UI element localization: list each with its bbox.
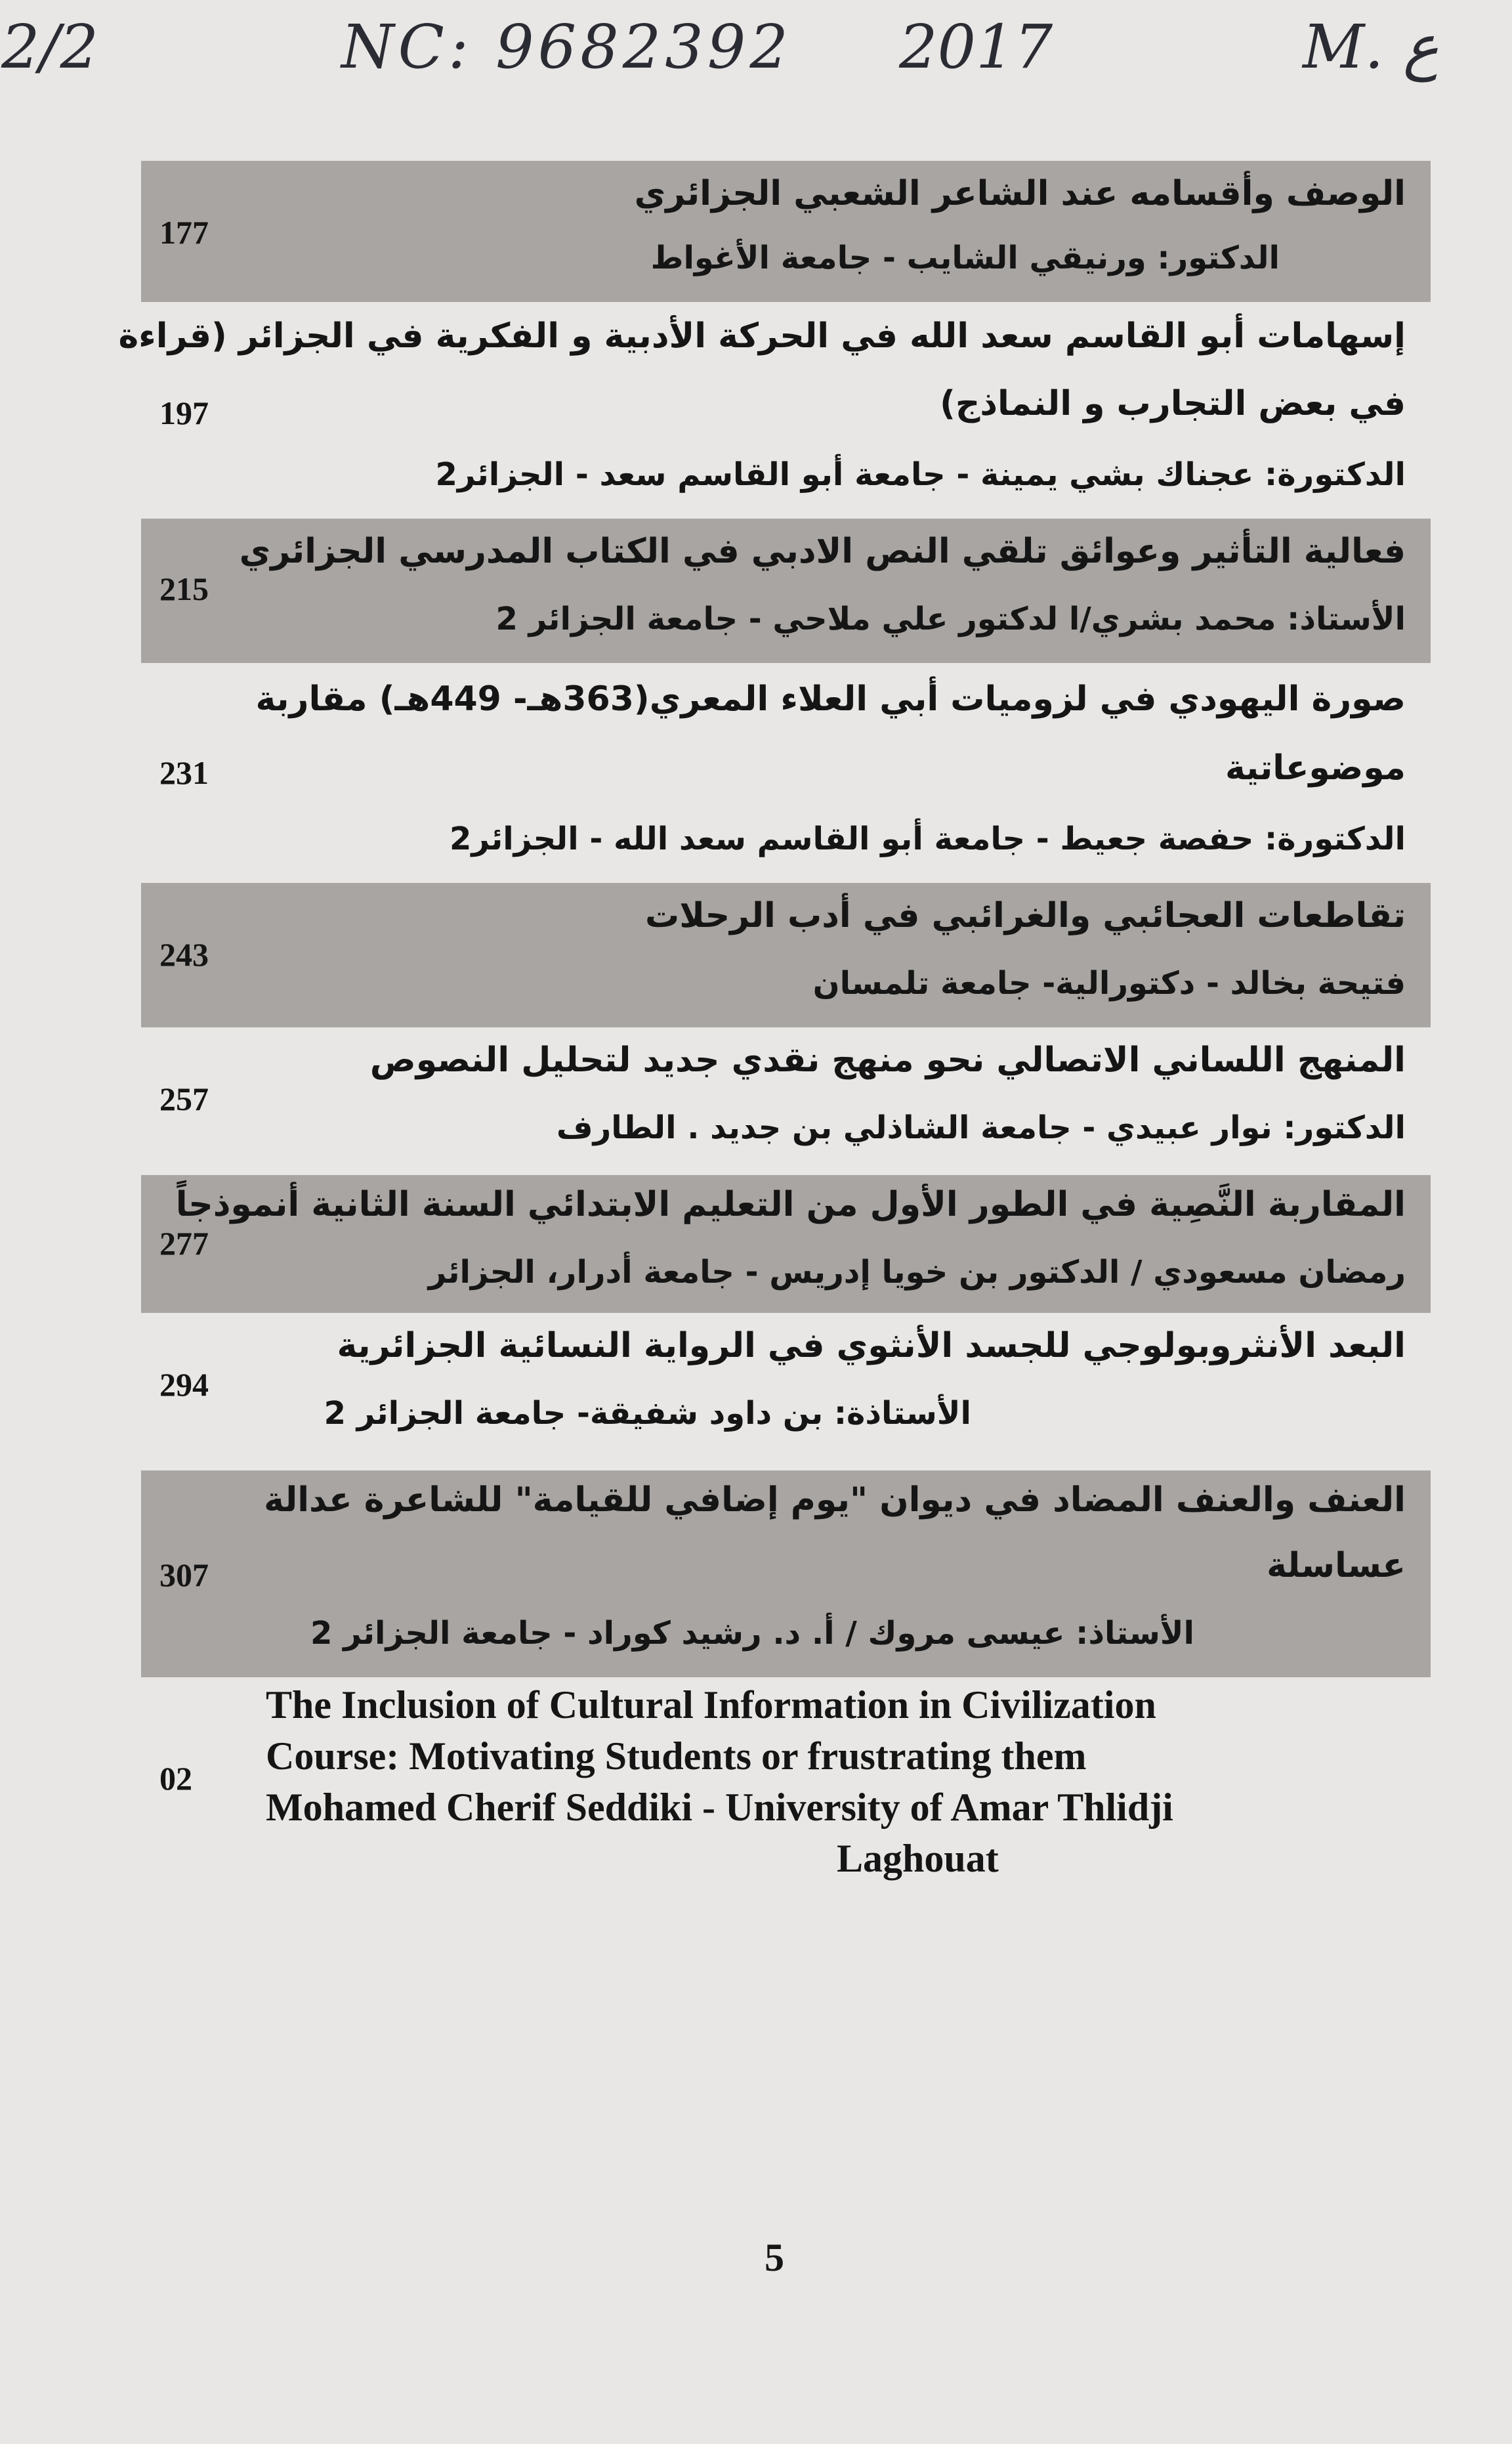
handwritten-initials: M. ع — [1303, 12, 1439, 82]
toc-author: الأستاذة: بن داود شفيقة- جامعة الجزائر 2 — [324, 1395, 971, 1432]
toc-title: Course: Motivating Students or frustrating them — [266, 1734, 1087, 1778]
toc-entry-english — [141, 1677, 1431, 1894]
toc-author: الأستاذ: محمد بشري/ا لدكتور علي ملاحي - جامعة الجزائر 2 — [495, 601, 1406, 637]
toc-entry — [141, 663, 1431, 883]
toc-author: الدكتور: نوار عبيدي - جامعة الشاذلي بن جديد . الطارف — [556, 1109, 1406, 1146]
toc-author: Mohamed Cherif Seddiki - University of Amar Thlidji — [266, 1786, 1173, 1829]
toc-entry — [141, 883, 1431, 1027]
toc-entry — [141, 1027, 1431, 1175]
toc-author: Laghouat — [837, 1837, 999, 1880]
toc-author: الدكتورة: حفصة جعيط - جامعة أبو القاسم سعد الله - الجزائر2 — [449, 821, 1406, 857]
toc-entry — [141, 1313, 1431, 1470]
toc-page-number: 257 — [159, 1081, 209, 1117]
toc-page-number: 277 — [159, 1225, 209, 1262]
toc-entry — [141, 1470, 1431, 1677]
toc-title: فعالية التأثير وعوائق تلقي النص الادبي في الكتاب المدرسي الجزائري — [239, 532, 1406, 571]
toc-author: الأستاذ: عيسى مروك / أ. د. رشيد كوراد - جامعة الجزائر 2 — [310, 1615, 1194, 1652]
toc-title: تقاطعات العجائبي والغرائبي في أدب الرحلات — [644, 896, 1406, 935]
handwritten-reference: NC: 9682392 — [341, 12, 792, 82]
toc-title: المنهج اللساني الاتصالي نحو منهج نقدي جديد لتحليل النصوص — [369, 1040, 1406, 1080]
toc-title: صورة اليهودي في لزوميات أبي العلاء المعري(363هـ- 449هـ) مقاربة — [255, 679, 1406, 719]
toc-page-number: 215 — [159, 570, 209, 607]
toc-entry — [141, 1175, 1431, 1313]
toc-entry — [141, 161, 1431, 302]
page-number: 5 — [765, 2236, 784, 2279]
toc-page-number: 02 — [159, 1760, 192, 1797]
toc-title: المقاربة النَّصِية في الطور الأول من التعليم الابتدائي السنة الثانية أنموذجاً — [175, 1185, 1406, 1224]
toc-page-number: 197 — [159, 395, 209, 431]
toc-title: الوصف وأقسامه عند الشاعر الشعبي الجزائري — [634, 174, 1406, 213]
toc-author: الدكتور: ورنيقي الشايب - جامعة الأغواط — [650, 240, 1280, 276]
toc-author: رمضان مسعودي / الدكتور بن خويا إدريس - جامعة أدرار، الجزائر — [428, 1254, 1406, 1291]
toc-author: الدكتورة: عجناك بشي يمينة - جامعة أبو القاسم سعد - الجزائر2 — [435, 456, 1406, 493]
toc-entry — [118, 302, 1431, 519]
toc-entry — [141, 519, 1431, 663]
toc-author: فتيحة بخالد - دكتورالية- جامعة تلمسان — [812, 965, 1406, 1002]
toc-title: في بعض التجارب و النماذج) — [940, 384, 1406, 423]
toc-page-number: 231 — [159, 754, 209, 791]
handwritten-year: 2017 — [899, 12, 1053, 82]
handwritten-fraction: 2/2 — [1, 12, 99, 82]
toc-title: البعد الأنثروبولوجي للجسد الأنثوي في الرواية النسائية الجزائرية — [337, 1326, 1406, 1365]
toc-title: العنف والعنف المضاد في ديوان "يوم إضافي للقيامة" للشاعرة عدالة — [264, 1480, 1406, 1520]
toc-page-number: 307 — [159, 1556, 209, 1593]
toc-title: موضوعاتية — [1225, 748, 1406, 788]
toc-title: عساسلة — [1267, 1546, 1406, 1585]
toc-title: The Inclusion of Cultural Information in Civilization — [266, 1683, 1156, 1726]
toc-page-number: 243 — [159, 936, 209, 973]
toc-page-number: 177 — [159, 214, 209, 251]
toc-page-number: 294 — [159, 1366, 209, 1403]
toc-title: إسهامات أبو القاسم سعد الله في الحركة الأدبية و الفكرية في الجزائر (قراءة — [118, 316, 1406, 356]
